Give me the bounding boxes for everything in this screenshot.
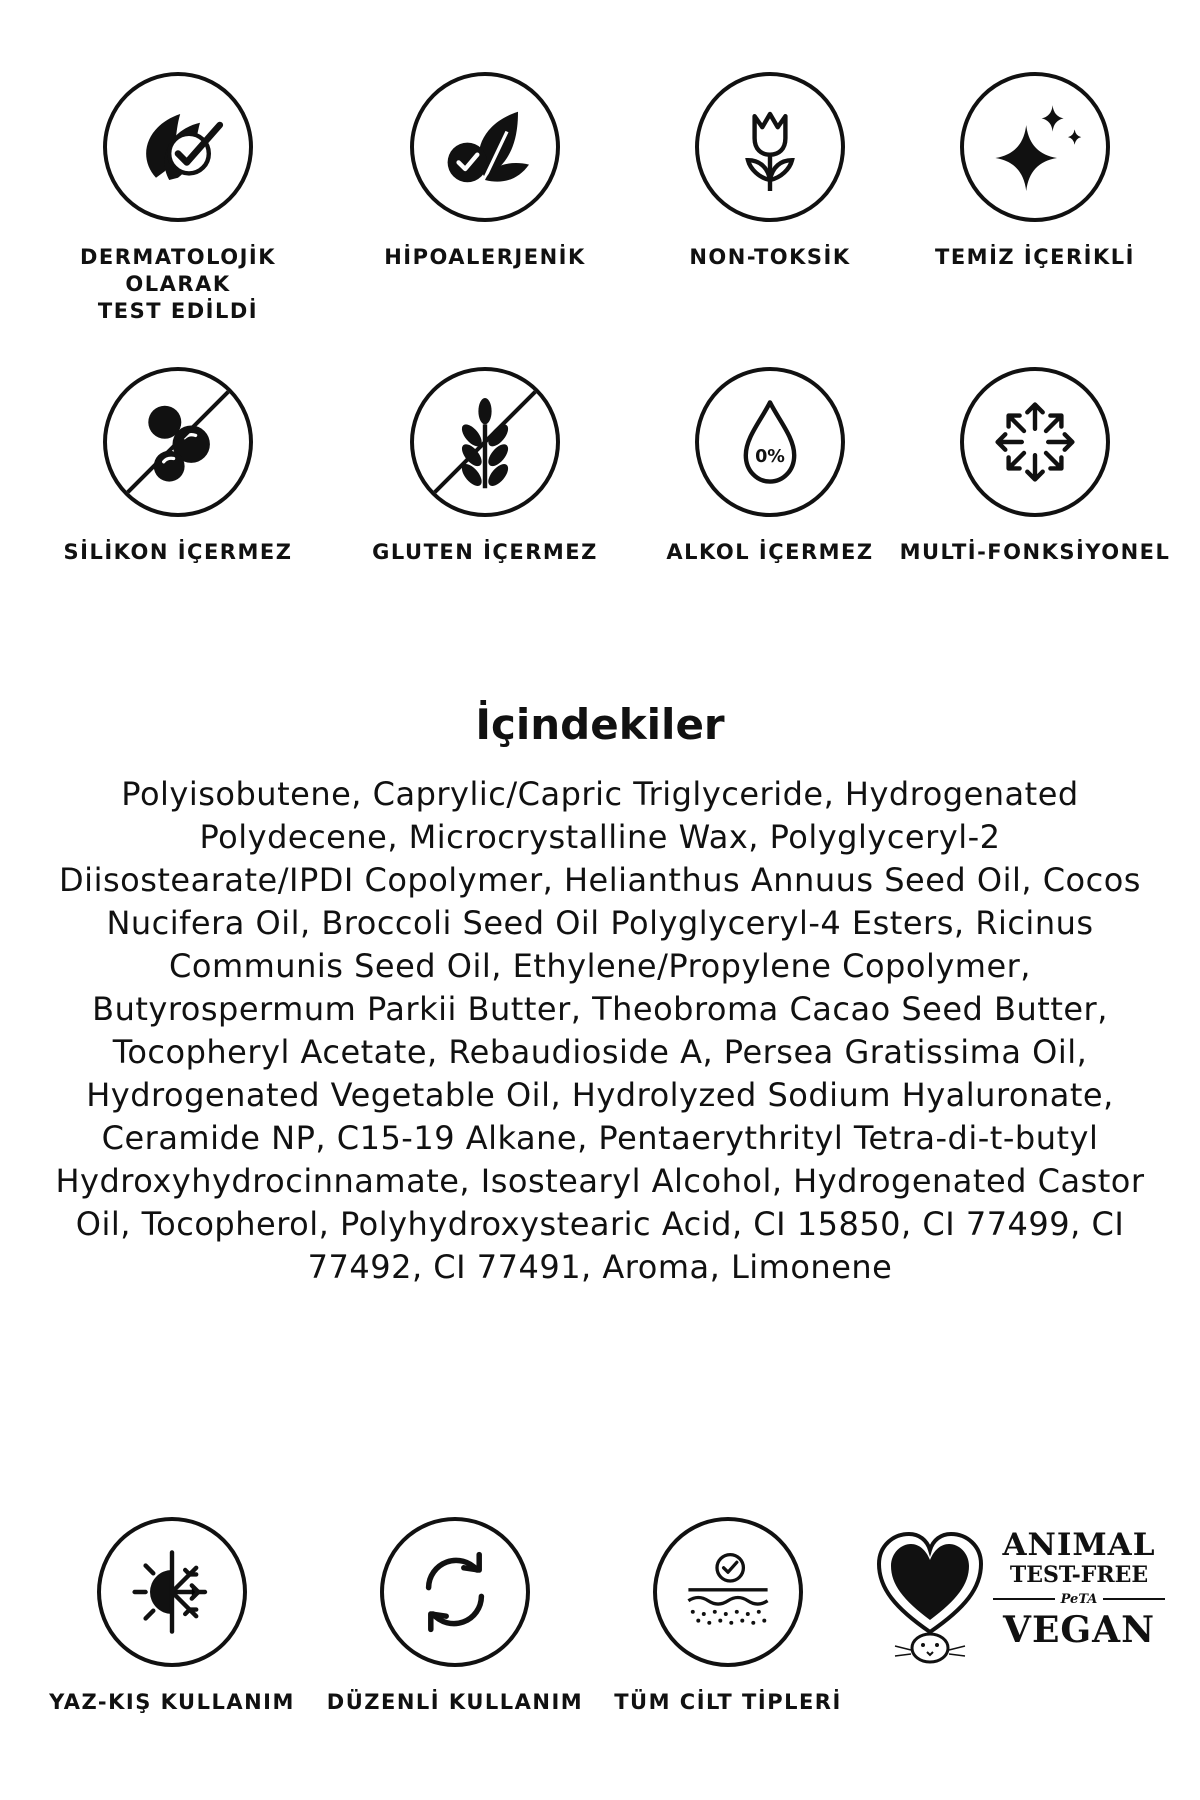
feature-label: TEMİZ İÇERİKLİ xyxy=(935,245,1135,269)
feature-non-toxic xyxy=(620,72,920,271)
feature-label: DERMATOLOJİK OLARAK TEST EDİLDİ xyxy=(79,245,277,323)
feature-hypoallergenic xyxy=(335,72,635,271)
feature-label: MULTİ-FONKSİYONEL xyxy=(899,540,1171,564)
skin-layers-check-icon xyxy=(673,1537,783,1647)
zero-percent-text: 0% xyxy=(755,446,785,467)
sparkle-stars-icon xyxy=(980,92,1090,202)
feature-silicone-free xyxy=(28,367,328,566)
peta-animal-test-free-vegan-badge xyxy=(875,1528,1165,1678)
feature-dermatologically-tested xyxy=(28,72,328,325)
feature-label: NON-TOKSİK xyxy=(689,245,851,269)
feature-gluten-free xyxy=(335,367,635,566)
tulip-flower-icon xyxy=(715,92,825,202)
divider xyxy=(993,1598,1055,1600)
feature-all-skin-types xyxy=(578,1517,878,1716)
peta-test-free-text: TEST-FREE xyxy=(1009,1562,1149,1588)
peta-vegan-text: VEGAN xyxy=(1003,1609,1155,1651)
feature-clean-ingredients xyxy=(885,72,1185,271)
feature-label: TÜM CİLT TİPLERİ xyxy=(614,1690,842,1714)
divider xyxy=(1103,1598,1165,1600)
ingredients-section xyxy=(50,700,1150,1289)
feature-label: SİLİKON İÇERMEZ xyxy=(63,540,293,564)
feature-label: DÜZENLİ KULLANIM xyxy=(326,1690,584,1714)
feature-regular-use xyxy=(305,1517,605,1716)
feature-label: HİPOALERJENİK xyxy=(384,245,586,269)
multi-arrows-icon xyxy=(980,387,1090,497)
feature-alcohol-free xyxy=(620,367,920,566)
bunny-heart-logo-icon xyxy=(875,1528,985,1668)
peta-brand-text: PeTA xyxy=(1060,1591,1098,1607)
refresh-cycle-icon xyxy=(400,1537,510,1647)
drop-zero-percent-icon xyxy=(715,387,825,497)
feature-label: GLUTEN İÇERMEZ xyxy=(372,540,598,564)
leaf-berry-check-icon xyxy=(430,92,540,202)
leaf-check-icon xyxy=(123,92,233,202)
sun-snowflake-icon xyxy=(117,1537,227,1647)
ingredients-text: Polyisobutene, Caprylic/Capric Triglyceride, Hydrogenated Polydecene, Microcrystalline Wax, Polyglyceryl-2 Diisostearate/IPDI Copolymer, Helianthus Annuus Seed Oil, Cocos Nucifera Oil, Broccoli Seed Oil Polyglyceryl-4 Esters, Ricinus Communis Seed Oil, Ethylene/Propylene Copolymer, Butyrospermum Parkii Butter, Theobroma Cacao Seed Butter, Tocopheryl Acetate, Rebaudioside A, Persea Gratissima Oil, Hydrogenated Vegetable Oil, Hydrolyzed Sodium Hyaluronate, Ceramide NP, C15-19 Alkane, Pentaerythrityl Tetra-di-t-butyl Hydroxyhydrocinnamate, Isostearyl Alcohol, Hydrogenated Castor Oil, Tocopherol, Polyhydroxystearic Acid, CI 15850, CI 77499, CI 77492, CI 77491, Aroma, Limonene xyxy=(55,775,1145,1286)
peta-animal-text: ANIMAL xyxy=(1002,1527,1156,1563)
feature-label: ALKOL İÇERMEZ xyxy=(666,540,874,564)
feature-multifunctional xyxy=(885,367,1185,566)
feature-summer-winter-use xyxy=(22,1517,322,1716)
ingredients-title: İçindekiler xyxy=(475,700,725,749)
feature-label: YAZ-KIŞ KULLANIM xyxy=(49,1690,295,1714)
